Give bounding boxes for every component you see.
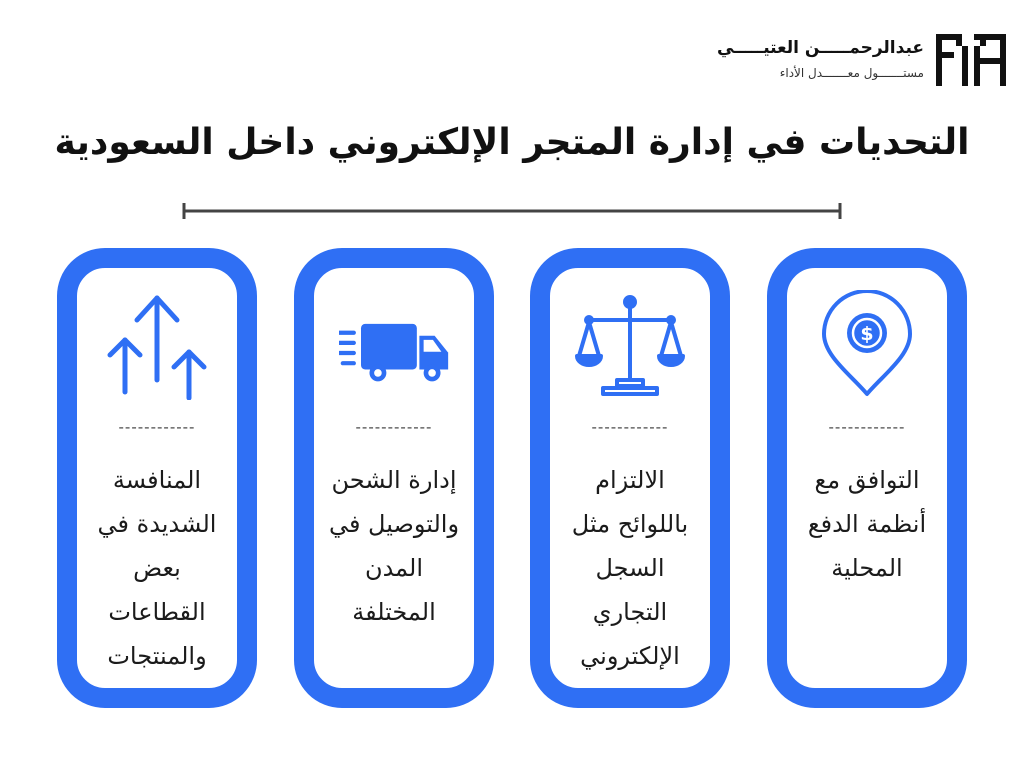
challenge-card-regulations bbox=[530, 248, 730, 708]
arrows-up-icon bbox=[102, 290, 212, 400]
delivery-truck-icon bbox=[339, 290, 449, 400]
brand-logo-icon bbox=[934, 32, 1008, 88]
scales-icon bbox=[575, 290, 685, 400]
card-text: الالتزام باللوائح مثل السجل التجاري الإلكتروني bbox=[571, 466, 689, 670]
card-text: المنافسة الشديدة في بعض القطاعات والمنتجات bbox=[97, 466, 217, 670]
card-separator: ------------ bbox=[118, 418, 196, 436]
brand-name: عبدالرحمـــــن العتيـــــي bbox=[716, 38, 924, 58]
card-text: التوافق مع أنظمة الدفع المحلية bbox=[807, 466, 927, 582]
title-divider bbox=[182, 199, 842, 223]
svg-text:$: $ bbox=[860, 323, 874, 345]
brand-header bbox=[700, 32, 1008, 88]
card-separator: ------------ bbox=[355, 418, 433, 436]
challenge-card-competition bbox=[57, 248, 257, 708]
card-separator: ------------ bbox=[828, 418, 906, 436]
card-separator: ------------ bbox=[591, 418, 669, 436]
card-text: إدارة الشحن والتوصيل في المدن المختلفة bbox=[328, 466, 460, 626]
challenge-card-shipping bbox=[294, 248, 494, 708]
challenge-card-payments bbox=[767, 248, 967, 708]
brand-role: مستـــــــول معـــــــدل الأداء bbox=[779, 66, 924, 80]
payment-location-icon bbox=[812, 290, 922, 400]
page-title: التحديات في إدارة المتجر الإلكتروني داخل السعودية bbox=[54, 122, 970, 163]
